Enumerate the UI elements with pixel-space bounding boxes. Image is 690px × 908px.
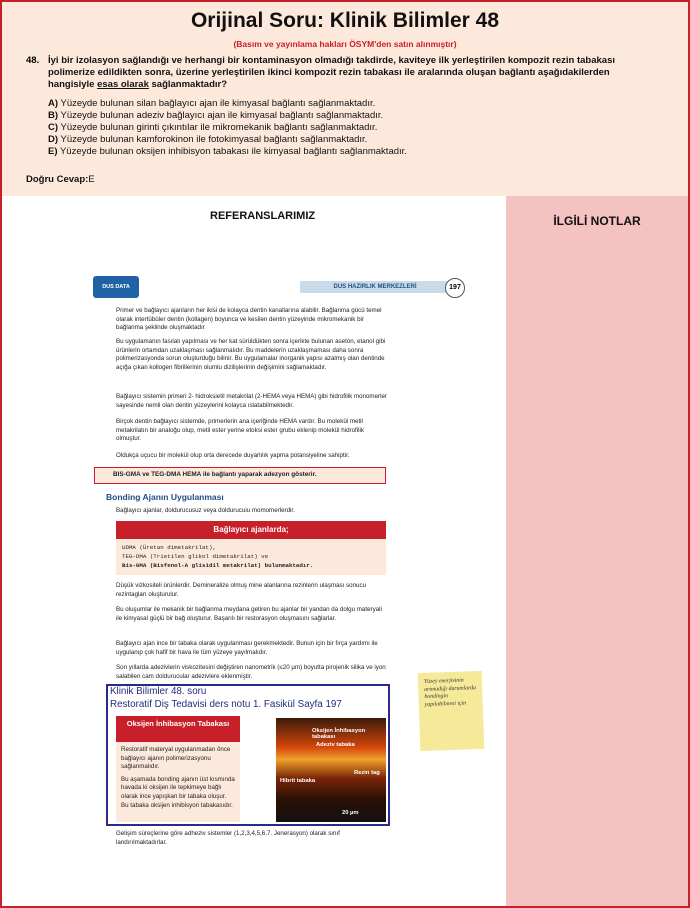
question-text: İyi bir izolasyon sağlandığı ve herhangi bir kontaminasyon olmadığı takdirde, kaviteye ilk yerleştirilen kompozit rezin tabakası polimerize edildikten sonra, üzerine yerleştirilen ikinci kompozit rezin tabakası ile aralarında oluşan bağlantı aşağıdakilerden hangisiyle esas olarak sağlanmaktadır? — [48, 55, 616, 90]
notes-panel — [506, 196, 688, 906]
option-c: C) Yüzeyde bulunan girinti çıkıntılar ile mikromekanik bağlantı sağlanmaktadır. — [48, 122, 378, 133]
dus-data-logo: DUS DATA — [93, 276, 139, 298]
book-paragraph: Bağlayıcı ajanlar, doldurucusuz veya doldurucuiu momomerlerdir. — [116, 507, 295, 514]
book-paragraph: Primer ve bağlayıcı ajanların her ikisi de kolayca dentin kanallarına alabilir. Bağlanma gücü temel olarak intertübüler dentin (kollagen) boyunca ve kesilen dentin yüzeyinde mikromekanik bir bağlanma şeklinde oluşmaktadır — [116, 307, 382, 332]
book-paragraph: Son yıllarda adezivlerin viskozitesini değiştiren nanometrik (≤20 µm) boyutta pirojenik silika ve iyon salabilen cam doldurucular adezivlere eklenmiştir. — [116, 664, 386, 680]
option-a: A) Yüzeyde bulunan silan bağlayıcı ajan ile kimyasal bağlantı sağlanmaktadır. — [48, 98, 376, 109]
section-heading: Bonding Ajanın Uygulanması — [106, 492, 224, 502]
source-label: Klinik Bilimler 48. soru Restoratif Diş Tedavisi ders notu 1. Fasikül Sayfa 197 — [108, 686, 388, 716]
question-panel — [2, 2, 688, 196]
bonding-agents-banner: Bağlayıcı ajanlarda; — [116, 521, 386, 539]
micrograph-image — [276, 718, 386, 822]
book-paragraph: Birçok dentin bağlayıcı sistemde, primerlerin ana içeriğinde HEMA vardır. Bu molekül metil metakrilatın bir analoğu olup, metil ester yerine etoksi ester grubu eklenip molekül hidrofilik olmuştur. — [116, 418, 364, 443]
book-paragraph: Bu oluşumlar ile mekanik bir bağlanma meydana getiren bu ajanlar bir yandan da dolgu materyali ile kimyasal güçlü bir bağ oluşturur. Başarılı bir restorasyon oluşmasını sağlarlar. — [116, 606, 382, 622]
references-heading: REFERANSLARIMIZ — [210, 210, 316, 222]
book-paragraph: Bu uygulamanın fasılalı yapılması ve her kat sürüldükten sonra içerikte bulunan aseton, etanol gibi ürünlerin ortamdan uzaklaşması sağlanmalıdır. Bu maddelerin uzaklaşmaması daha sonra polimerizasyonda sorun oluşturduğu bilinir. Bu uygulamalar inorganik yapısı azalmış olan dentinde açığa çıkan kollogen fibrillerinin olumlu dizilişlerinin değişimini sağlamaktadır. — [116, 338, 386, 371]
book-page-number: 197 — [445, 278, 465, 298]
page-title: Orijinal Soru: Klinik Bilimler 48 — [190, 9, 500, 32]
question-number: 48. — [26, 55, 40, 66]
option-d: D) Yüzeyde bulunan kamforokinon ile fotokimyasal bağlantı sağlanmaktadır. — [48, 134, 368, 145]
book-header-bar: DUS HAZIRLIK MERKEZLERİ — [300, 281, 450, 293]
copyright-note: (Basım ve yayınlama hakları ÖSYM'den satın alınmıştır) — [233, 39, 457, 49]
oxygen-inhibition-text: Restoratif materyal uygulanmadan önce bağlayıcı ajanın polimerizasyonu sağlanmalıdır. Bu aşamada bonding ajanın üst kısmında havada ki oksijen ile tepkimeye bağlı olarak ince yapışkan bir tabaka oluşur. Bu tabaka oksijen inhibisyon tabakasıdır. — [116, 742, 240, 822]
bonding-agents-box: UDMA (Üretan dimetakrilat), TEG-DMA (Trietilen glikol dimetakrilat) ve Bis-GMA (Bisfenol-A glisidil metakrilat) bulunmaktadır. — [116, 539, 386, 575]
micrograph-label: Hibrit tabaka — [280, 778, 316, 784]
option-b: B) Yüzeyde bulunan adeziv bağlayıcı ajan ile kimyasal bağlantı sağlanmaktadır. — [48, 110, 384, 121]
sticky-note: Yüzey enerjisinin artmadığı durumlarda bondingin yapılabilmesi için — [418, 671, 485, 751]
highlight-box: BIS-GMA ve TEG-DMA HEMA ile bağlantı yaparak adezyon gösterir. — [94, 467, 386, 484]
book-paragraph: Gelişim süreçlerine göre adheziv sistemler (1,2,3,4,5,6,7. Jenerasyon) olarak sınıf landırılmaktadırlar. — [116, 830, 340, 846]
book-paragraph: Oldukça uçucu bir molekül olup orta derecede duyarlılık yapma potansiyeline sahiptir. — [116, 452, 350, 459]
book-paragraph: Bağlayıcı ajan ince bir tabaka olarak uygulanması gerekmektedir. Bunun için bir fırça yardımı ile uygulanıp çok hafif bir hava ile tüm yüzeye yayılmalıdır. — [116, 640, 378, 656]
micrograph-scale: 20 µm — [342, 810, 359, 816]
micrograph-label: Rezin tag — [354, 770, 380, 776]
oxygen-inhibition-banner: Oksijen İnhibasyon Tabakası — [116, 716, 240, 742]
notes-heading: İLGİLİ NOTLAR — [553, 214, 641, 228]
correct-answer: Doğru Cevap:E — [26, 174, 95, 185]
book-paragraph: Bağlayıcı sistemin primeri 2- hidroksietil metakrilat (2-HEMA veya HEMA) gibi hidrofilik monomerler sayesinde nemli olan dentin yüzeylerini kolayca ıslatabilmektedir. — [116, 393, 387, 409]
option-e: E) Yüzeyde bulunan oksijen inhibisyon tabakası ile kimyasal bağlantı sağlanmaktadır. — [48, 146, 407, 157]
options-list — [48, 98, 407, 158]
micrograph-label: Oksijen İnhibasyon tabakası — [312, 728, 366, 740]
micrograph-label: Adeziv tabaka — [316, 742, 355, 748]
book-paragraph: Düşük vizkositeli ürünlerdir. Demineralize olmuş mine alanlarına rezinlerin ulaşması sonucu rezintagları oluşturulur. — [116, 582, 367, 598]
